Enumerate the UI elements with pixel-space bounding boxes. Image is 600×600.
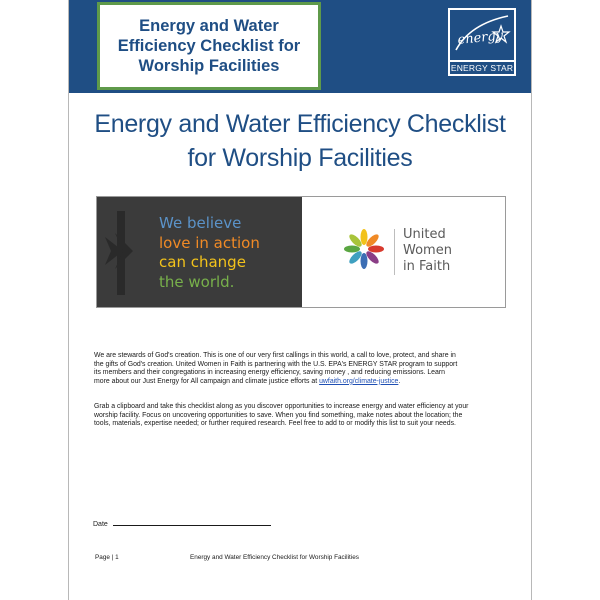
paragraph-line: tools, materials, expertise needed; or further required research. Feel free to add to or modify this list to suit your needs.	[94, 420, 456, 428]
united-methodist-cross-icon	[103, 211, 143, 295]
paragraph-line: worship facility. Focus on uncovering opportunities to save. When you find something, make notes about the location; the	[94, 411, 463, 419]
date-label: Date	[93, 521, 108, 528]
header-title-line: Worship Facilities	[138, 57, 280, 75]
intro-paragraph-2	[94, 403, 506, 429]
paragraph-text: .	[398, 377, 401, 385]
paragraph-text: more about our Just Energy for All campaign and climate justice efforts at	[94, 377, 320, 385]
slogan-line: love in action	[159, 233, 260, 252]
energy-script: energy	[456, 28, 504, 48]
paragraph-line: Grab a clipboard and take this checklist along as you discover opportunities to increase energy and water efficiency at your	[94, 403, 469, 410]
footer-page-number: Page | 1	[95, 554, 119, 561]
org-name-line: United	[403, 227, 446, 242]
energy-star-label: ENERGY STAR	[450, 60, 514, 74]
paragraph-line: the gifts of God's creation. United Women in Faith is partnering with the U.S. EPA's ENERGY STAR program to support	[94, 360, 458, 368]
org-name	[403, 227, 452, 275]
document-title-line: for Worship Facilities	[187, 144, 413, 172]
banner-org-panel	[302, 197, 505, 307]
paragraph-line	[94, 378, 506, 387]
partner-banner	[96, 196, 506, 308]
footer-document-title: Energy and Water Efficiency Checklist for Worship Facilities	[190, 554, 359, 561]
document-title	[69, 107, 531, 175]
header-title-box	[97, 2, 321, 90]
header-title-line: Efficiency Checklist for	[117, 37, 301, 55]
climate-justice-link[interactable]: uwfaith.org/climate-justice	[319, 377, 399, 385]
document-title-line: Energy and Water Efficiency Checklist	[94, 110, 506, 138]
org-divider	[394, 229, 395, 275]
org-name-line: Women	[403, 243, 452, 258]
header-title-line: Energy and Water	[139, 17, 279, 35]
energy-star-icon	[450, 10, 514, 60]
united-women-in-faith-flower-icon	[342, 227, 386, 271]
org-name-line: in Faith	[403, 259, 451, 274]
paragraph-line: its members and their congregations in increasing energy efficiency, saving money , and reducing emissions. Learn	[94, 369, 445, 377]
slogan-line: can change	[159, 253, 246, 271]
energy-star-logo	[448, 8, 516, 76]
date-input-line[interactable]	[113, 519, 271, 526]
banner-slogan-panel	[97, 197, 302, 307]
paragraph-line: We are stewards of God's creation. This is one of our very first callings in this world, a call to love, protect, and share in	[94, 352, 456, 359]
banner-slogan	[159, 214, 260, 292]
intro-paragraph-1	[94, 352, 506, 386]
slogan-line: We believe	[159, 214, 242, 232]
slogan-line: the world.	[159, 272, 235, 291]
date-field	[93, 519, 271, 528]
